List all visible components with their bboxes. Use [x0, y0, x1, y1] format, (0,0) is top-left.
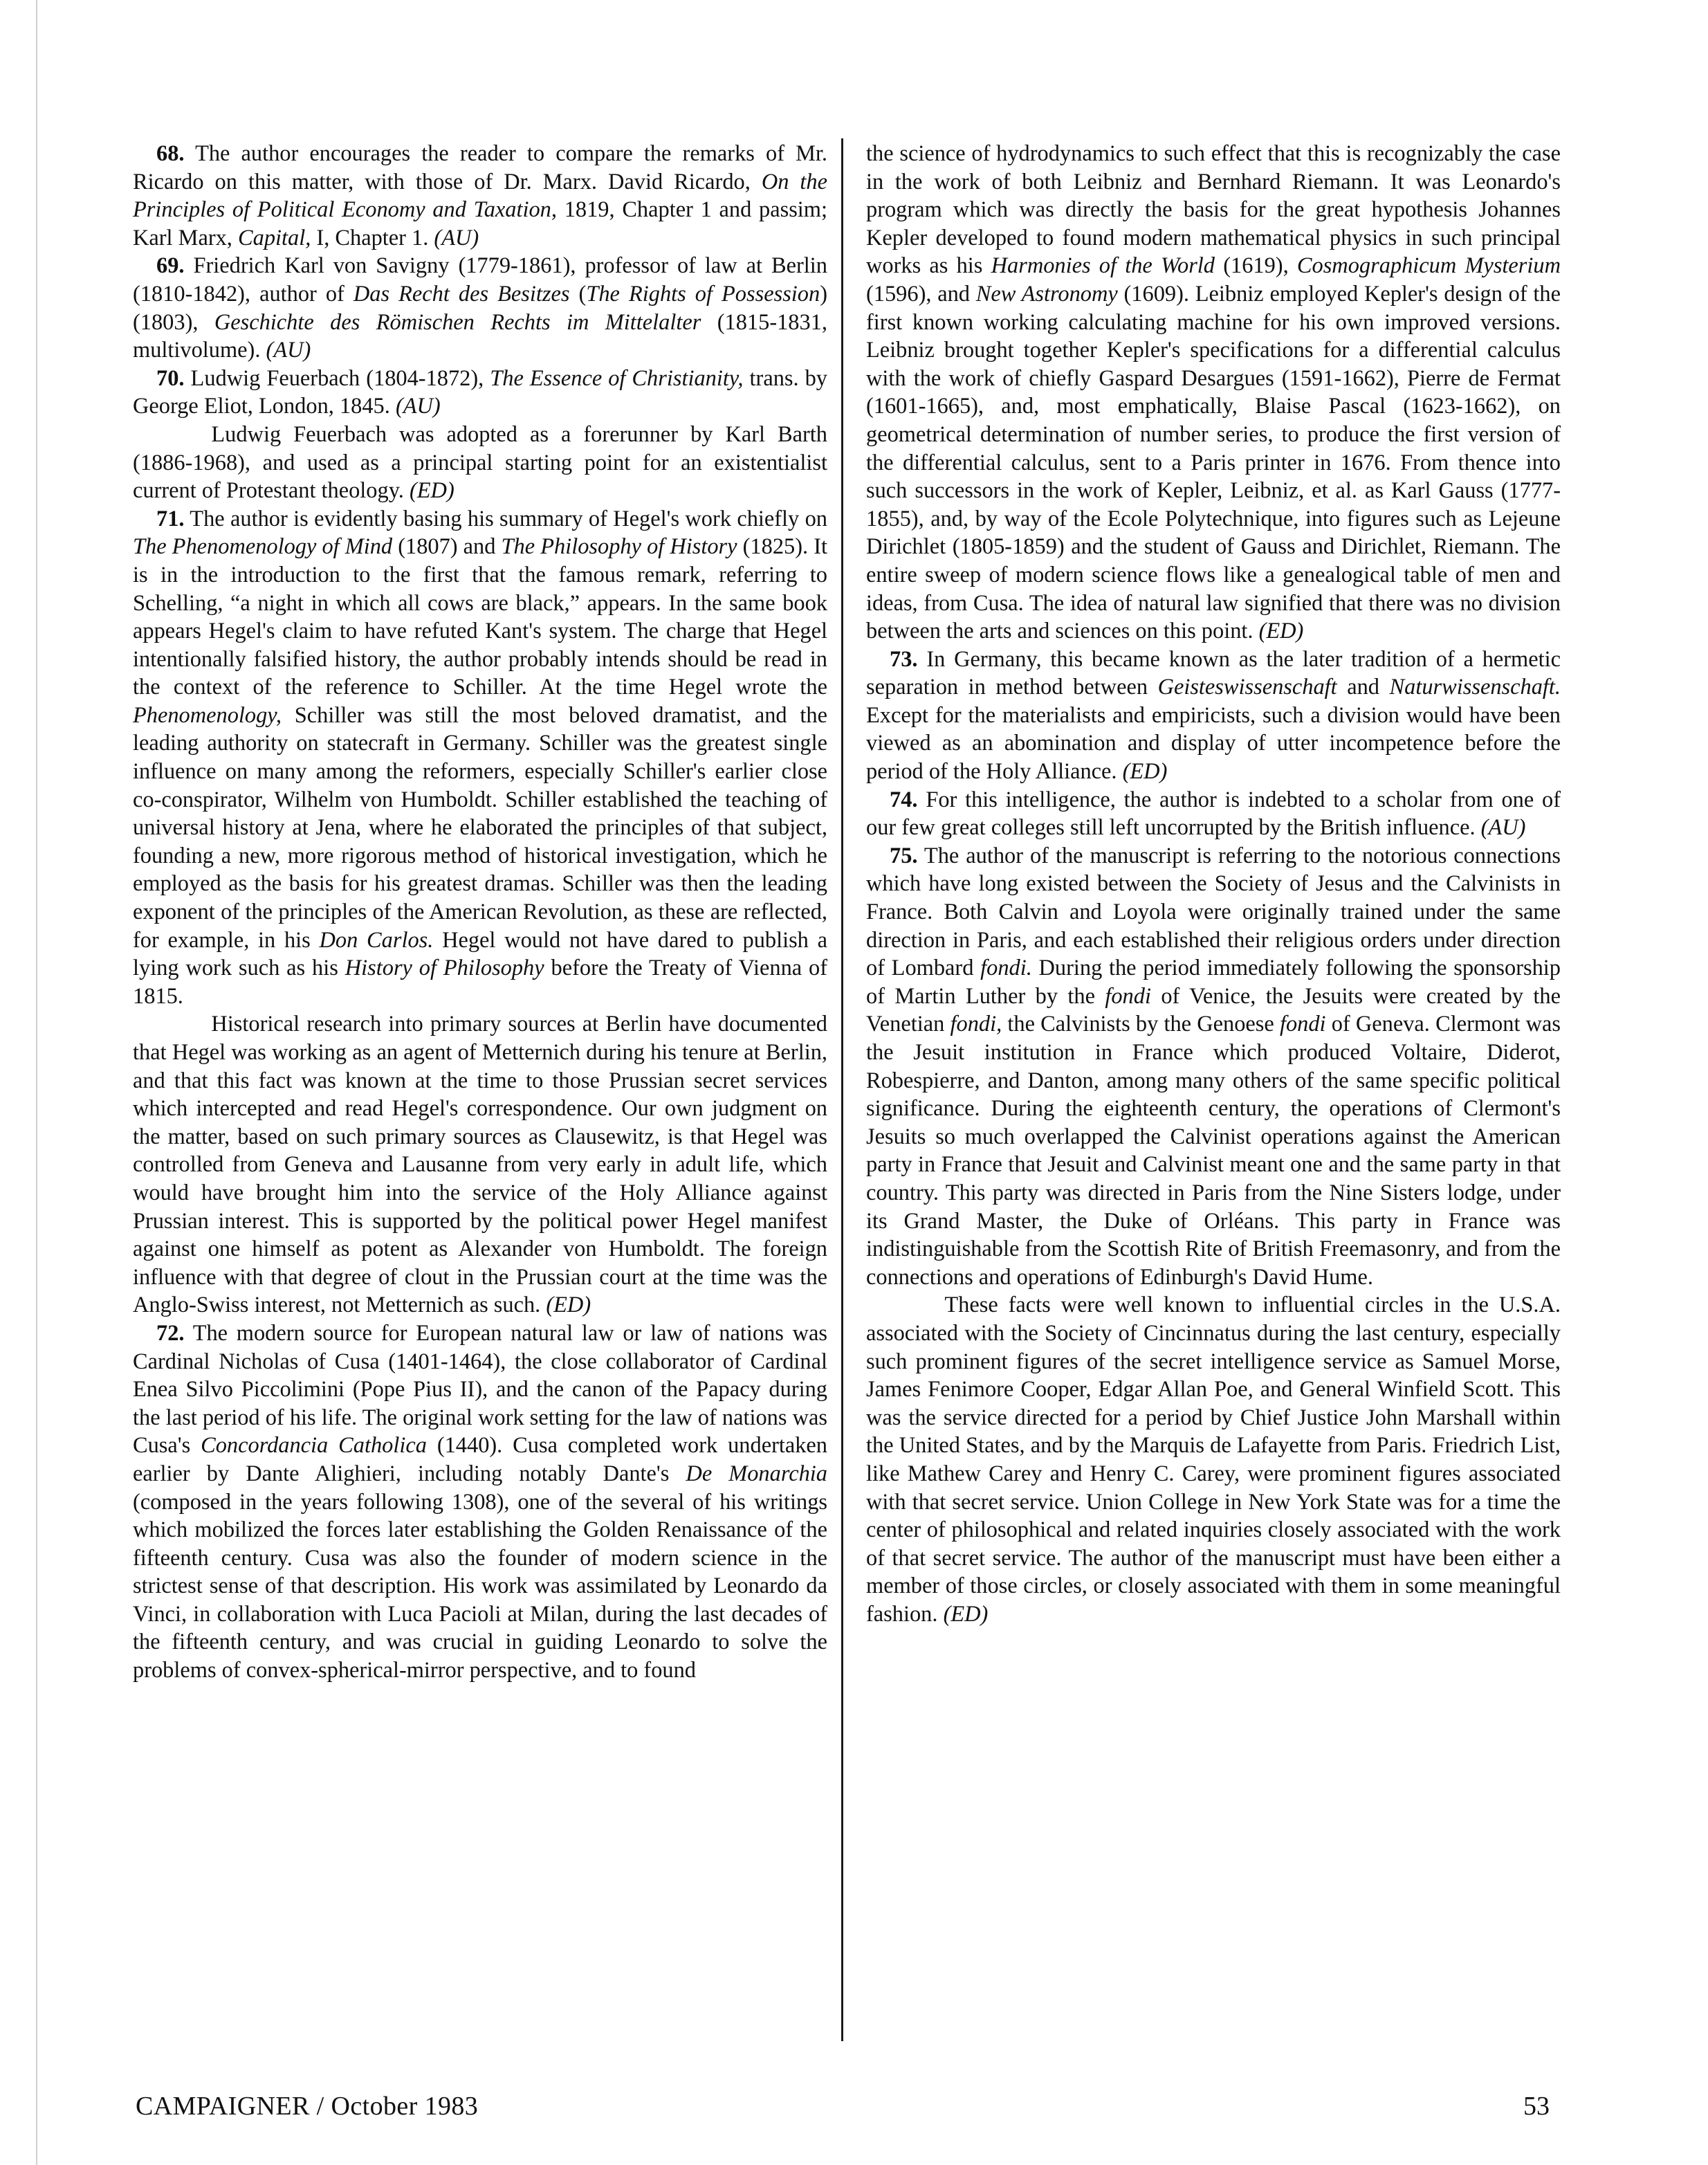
attribution-tag: (AU)	[1480, 815, 1526, 841]
book-title: On the Principles of Political Economy and Taxation,	[133, 169, 827, 223]
note-text: The author is evidently basing his summary of Hegel's work chiefly on	[190, 506, 827, 531]
attribution-tag: (ED)	[1122, 759, 1168, 785]
note-text: 1819, Chapter 1 and passim; Karl Marx,	[133, 197, 828, 250]
page-edge-line	[36, 0, 37, 2165]
attribution-tag: (AU)	[266, 338, 311, 363]
note-number: 74.	[890, 787, 918, 812]
endnote-70	[133, 365, 827, 421]
note-text: Schiller was still the most beloved dramatist, and the leading authority on statecraft in Germany. Schiller was the greatest single influence on many among the reformers, especially Schiller's earlier close co-conspirator, Wilhelm von Humboldt. Schiller established the teaching of universal history at Jena, where he elaborated the principles of that subject, founding a new, more rigorous method of historical investigation, which he employed as the basis for his greatest dramas. Schiller was then the leading exponent of the principles of the American Revolution, as these are reflected, for example, in his	[133, 702, 827, 953]
endnote-69	[133, 252, 827, 364]
column-divider	[841, 138, 843, 2041]
book-title: De Monarchia	[686, 1461, 827, 1486]
attribution-tag: (ED)	[409, 478, 454, 504]
note-text: In Germany, this became known as the later tradition of a hermetic separation in method between	[866, 646, 1561, 700]
note-number: 72.	[156, 1320, 185, 1346]
left-column	[133, 140, 827, 1685]
book-title: New Astronomy	[975, 281, 1118, 307]
attribution-tag: (ED)	[546, 1292, 591, 1318]
page-number: 53	[1523, 2092, 1550, 2121]
book-title: Don Carlos.	[319, 927, 434, 953]
note-text: Historical research into primary sources at Berlin have documented that Hegel was working as an agent of Metternich during his tenure at Berlin, and that this fact was known at the time to those Prussian secret services which intercepted and read Hegel's correspondence. Our own judgment on the matter, based on such primary sources as Clausewitz, is that Hegel was controlled from Geneva and Lausanne from very early in adult life, which would have brought him into the service of the Holy Alliance against Prussian interest. This is supported by the political power Hegel manifest against one himself as potent as Alexander von Humboldt. The foreign influence with that degree of clout in the Prussian court at the time was the Anglo-Swiss interest, not Metternich as such.	[133, 1012, 827, 1318]
foreign-term: fondi	[1105, 983, 1151, 1009]
book-title: Cosmographicum Mysterium	[1296, 253, 1561, 279]
note-text: The modern source for European natural law or law of nations was Cardinal Nicholas of Cusa (1401-1464), the close collaborator of Cardinal Enea Silvo Piccolimini (Pope Pius II), and the canon of the Papacy during the last period of his life. The original work setting for the law of nations was Cusa's	[133, 1320, 827, 1459]
note-text: Hegel would not have dared to publish a lying work such as his	[133, 927, 827, 981]
attribution-tag: (AU)	[395, 394, 441, 419]
note-text: and	[1337, 675, 1390, 700]
book-title: Phenomenology,	[133, 702, 282, 728]
note-text: of Geneva. Clermont was the Jesuit institution in France which produced Voltaire, Diderot, Robespierre, and Danton, among many others of the same specific political significance. During the eighteenth century, the operations of Clermont's Jesuits so much overlapped the Calvinist operations against the American party in France that Jesuit and Calvinist meant one and the same party in that country. This party was directed in Paris from the Nine Sisters lodge, under its Grand Master, the Duke of Orléans. This party in France was indistinguishable from the Scottish Rite of British Freemasonry, and from the connections and operations of Edinburgh's David Hume.	[866, 1012, 1561, 1290]
endnote-68	[133, 140, 827, 252]
note-text: Ludwig Feuerbach (1804-1872),	[190, 365, 490, 391]
endnote-71-continuation	[133, 1010, 827, 1319]
note-number: 69.	[156, 253, 185, 279]
right-column	[866, 140, 1561, 1628]
note-text: The author encourages the reader to compare the remarks of Mr. Ricardo on this matter, with those of Dr. Marx. David Ricardo,	[133, 141, 827, 194]
foreign-term: fondi	[1279, 1012, 1326, 1037]
note-text: Friedrich Karl von Savigny (1779-1861), professor of law at Berlin (1810-1842), author of	[133, 253, 827, 307]
note-text: (1807) and	[392, 534, 502, 560]
foreign-term: fondi.	[980, 956, 1032, 981]
note-text: During the period immediately following the sponsorship of Martin Luther by the	[866, 956, 1561, 1009]
book-title: The Rights of Possession	[586, 281, 820, 307]
note-text: For this intelligence, the author is indebted to a scholar from one of our few great colleges still left uncorrupted by the British influence.	[866, 787, 1561, 841]
attribution-tag: (ED)	[1258, 619, 1304, 644]
attribution-tag: (AU)	[434, 225, 479, 250]
book-title: History of Philosophy	[345, 956, 544, 981]
book-title: The Essence of Christianity,	[490, 365, 744, 391]
book-title: Capital,	[238, 225, 311, 250]
note-text: the Calvinists by the Genoese	[1002, 1012, 1280, 1037]
note-text: (1596), and	[866, 281, 976, 307]
note-number: 75.	[890, 843, 918, 868]
note-text: (1825). It is in the introduction to the first that the famous remark, referring to Schelling, “a night in which all cows are black,” appears. In the same book appears Hegel's claim to have refuted Kant's system. The charge that Hegel intentionally falsified history, the author probably intends should be read in the context of the reference to Schiller. At the time Hegel wrote the	[133, 534, 827, 700]
note-text: These facts were well known to influential circles in the U.S.A. associated with the Society of Cincinnatus during the last century, especially such prominent figures of the secret intelligence service as Samuel Morse, James Fenimore Cooper, Edgar Allan Poe, and General Winfield Scott. This was the service directed for a period by Chief Justice John Marshall within the United States, and by the Marquis de Lafayette from Paris. Friedrich List, like Mathew Carey and Henry C. Carey, were prominent figures associated with that secret service. Union College in New York State was for a time the center of philosophical and related inquiries closely associated with the work of that secret service. The author of the manuscript must have been either a member of those circles, or closely associated with them in some meaningful fashion.	[866, 1292, 1561, 1627]
book-title: Harmonies of the World	[991, 253, 1215, 279]
note-text: (1815-1831, multivolume).	[133, 309, 827, 363]
note-text: I, Chapter 1.	[311, 225, 434, 250]
note-text: before the Treaty of Vienna of 1815.	[133, 956, 828, 1009]
note-text: ) (1803),	[133, 281, 827, 335]
book-title: Das Recht des Besitzes	[353, 281, 570, 307]
running-footer-title: CAMPAIGNER / October 1983	[136, 2092, 479, 2121]
note-text: Ludwig Feuerbach was adopted as a forerunner by Karl Barth (1886-1968), and used as a principal starting point for an existentialist current of Protestant theology.	[133, 421, 827, 504]
note-text: the science of hydrodynamics to such effect that this is recognizably the case in the work of both Leibniz and Bernhard Riemann. It was Leonardo's program which was directly the basis for the great hypothesis Johannes Kepler developed to found modern mathematical physics in such principal works as his	[866, 141, 1561, 279]
note-text: (1619),	[1215, 253, 1297, 279]
note-number: 73.	[890, 646, 918, 672]
note-number: 70.	[156, 365, 185, 391]
note-text: Except for the materialists and empiricists, such a division would have been viewed as an abomination and display of utter incompetence before the period of the Holy Alliance.	[866, 702, 1561, 785]
note-text: trans. by George Eliot, London, 1845.	[133, 365, 827, 419]
endnote-74	[866, 786, 1561, 842]
attribution-tag: (ED)	[943, 1601, 989, 1627]
endnote-73	[866, 646, 1561, 786]
note-text: (1609). Leibniz employed Kepler's design of the first known working calculating machine for his own improved versions. Leibniz brought together Kepler's specifications for a differential calculus with the work of chiefly Gaspard Desargues (1591-1662), Pierre de Fermat (1601-1665), and, most emphatically, Blaise Pascal (1623-1662), on geometrical determination of number series, to produce the first version of the differential calculus, sent to a Paris printer in 1676. From thence into such successors in the work of Kepler, Leibniz, et al. as Karl Gauss (1777-1855), and, by way of the Ecole Polytechnique, into figures such as Lejeune Dirichlet (1805-1859) and the student of Gauss and Dirichlet, Riemann. The entire sweep of modern science flows like a genealogical table of men and ideas, from Cusa. The idea of natural law signified that there was no division between the arts and sciences on this point.	[866, 281, 1561, 644]
endnote-75	[866, 842, 1561, 1292]
foreign-term: fondi,	[950, 1012, 1002, 1037]
endnote-72-continuation	[866, 140, 1561, 646]
note-text: The author of the manuscript is referring to the notorious connections which have long existed between the Society of Jesus and the Calvinists in France. Both Calvin and Loyola were originally trained under the same direction in Paris, and each established their religious orders under direction of Lombard	[866, 843, 1561, 981]
endnote-70-continuation	[133, 421, 827, 505]
book-title: Naturwissenschaft.	[1389, 675, 1561, 700]
note-text: (1440). Cusa completed work undertaken earlier by Dante Alighieri, including notably Dante's	[133, 1433, 828, 1486]
note-number: 71.	[156, 506, 185, 531]
note-text: (composed in the years following 1308), one of the several of his writings which mobilized the forces later establishing the Golden Renaissance of the fifteenth century. Cusa was also the founder of modern science in the strictest sense of that description. His work was assimilated by Leonardo da Vinci, in collaboration with Luca Pacioli at Milan, during the last decades of the fifteenth century, and was crucial in guiding Leonardo to solve the problems of convex-spherical-mirror perspective, and to found	[133, 1489, 827, 1683]
book-title: The Philosophy of History	[501, 534, 737, 560]
note-text: of Venice, the Jesuits were created by the Venetian	[866, 983, 1561, 1037]
note-number: 68.	[156, 141, 185, 166]
endnote-75-continuation	[866, 1291, 1561, 1628]
endnote-72	[133, 1319, 827, 1685]
book-title: Geisteswissenschaft	[1157, 675, 1337, 700]
note-text: (	[569, 281, 587, 307]
book-title: Geschichte des Römischen Rechts im Mittelalter	[214, 309, 701, 335]
book-title: The Phenomenology of Mind	[133, 534, 393, 560]
book-title: Concordancia Catholica	[201, 1433, 427, 1459]
endnote-71	[133, 505, 827, 1011]
